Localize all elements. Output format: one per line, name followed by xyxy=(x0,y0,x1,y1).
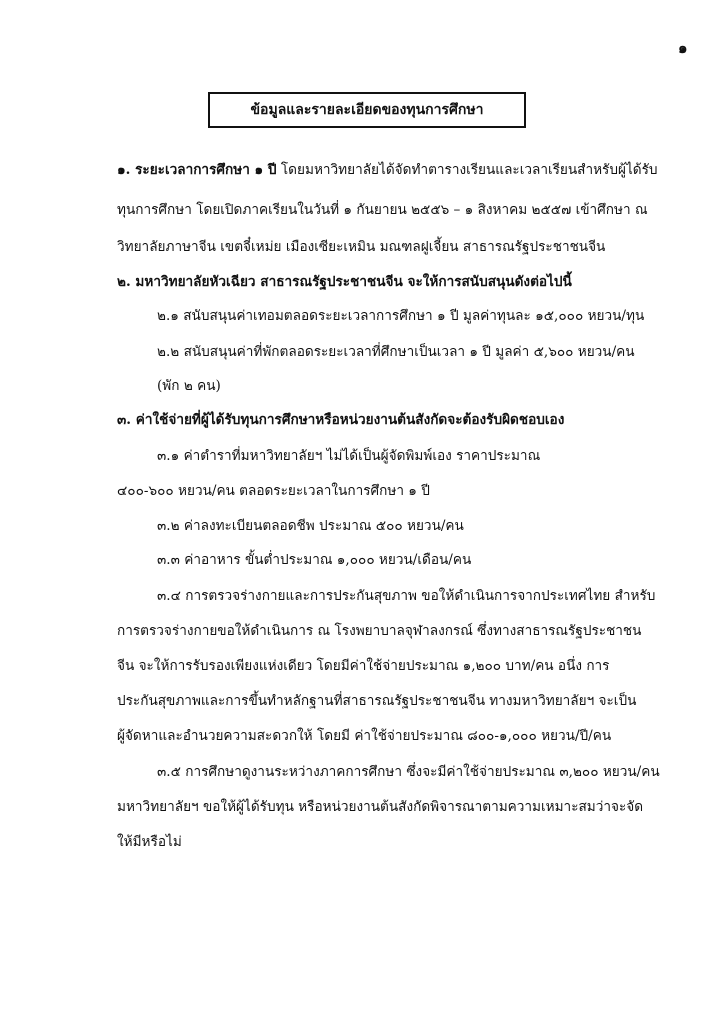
section-2-heading: ๒. มหาวิทยาลัยหัวเฉียว สาธารณรัฐประชาชนจีน จะให้การสนับสนุนดังต่อไปนี้ xyxy=(117,274,572,290)
item-2-2: ๒.๒ สนับสนุนค่าที่พักตลอดระยะเวลาที่ศึกษาเป็นเวลา ๑ ปี มูลค่า ๕,๖๐๐ หยวน/คน xyxy=(157,344,635,360)
page-number: ๑ xyxy=(678,39,688,57)
item-2-1: ๒.๑ สนับสนุนค่าเทอมตลอดระยะเวลาการศึกษา ๑ ปี มูลค่าทุนละ ๑๕,๐๐๐ หยวน/ทุน xyxy=(157,308,645,324)
item-3-1-cont: ๔๐๐-๖๐๐ หยวน/คน ตลอดระยะเวลาในการศึกษา ๑ ปี xyxy=(117,483,430,499)
item-3-3: ๓.๓ ค่าอาหาร ขั้นต่ำประมาณ ๑,๐๐๐ หยวน/เดือน/คน xyxy=(157,552,472,568)
section-1-line-1 xyxy=(117,160,658,180)
section-1-line-2: ทุนการศึกษา โดยเปิดภาคเรียนในวันที่ ๑ กันยายน ๒๕๕๖ – ๑ สิงหาคม ๒๕๕๗ เข้าศึกษา ณ xyxy=(117,202,648,218)
item-3-4: ๓.๔ การตรวจร่างกายและการประกันสุขภาพ ขอให้ดำเนินการจากประเทศไทย สำหรับ xyxy=(157,588,656,604)
item-3-4-cont-3: ประกันสุขภาพและการขึ้นทำหลักฐานที่สาธารณรัฐประชาชนจีน ทางมหาวิทยาลัยฯ จะเป็น xyxy=(117,693,637,709)
item-3-1: ๓.๑ ค่าตำราที่มหาวิทยาลัยฯ ไม่ได้เป็นผู้จัดพิมพ์เอง ราคาประมาณ xyxy=(157,448,541,464)
page-title: ข้อมูลและรายละเอียดของทุนการศึกษา xyxy=(208,92,526,128)
section-3-heading: ๓. ค่าใช้จ่ายที่ผู้ได้รับทุนการศึกษาหรือหน่วยงานต้นสังกัดจะต้องรับผิดชอบเอง xyxy=(117,412,565,428)
item-3-5-cont-1: มหาวิทยาลัยฯ ขอให้ผู้ได้รับทุน หรือหน่วยงานต้นสังกัดพิจารณาตามความเหมาะสมว่าจะจัด xyxy=(117,799,644,815)
section-1-heading: ๑. ระยะเวลาการศึกษา ๑ ปี xyxy=(117,162,277,178)
item-3-4-cont-2: จีน จะให้การรับรองเพียงแห่งเดียว โดยมีค่าใช้จ่ายประมาณ ๑,๒๐๐ บาท/คน อนึ่ง การ xyxy=(117,658,610,674)
item-3-5: ๓.๕ การศึกษาดูงานระหว่างภาคการศึกษา ซึ่งจะมีค่าใช้จ่ายประมาณ ๓,๒๐๐ หยวน/คน xyxy=(157,764,660,780)
item-3-2: ๓.๒ ค่าลงทะเบียนตลอดชีพ ประมาณ ๕๐๐ หยวน/คน xyxy=(157,518,464,534)
section-1-text: โดยมหาวิทยาลัยได้จัดทำตารางเรียนและเวลาเรียนสำหรับผู้ได้รับ xyxy=(276,162,658,178)
item-3-5-cont-2: ให้มีหรือไม่ xyxy=(117,834,182,850)
item-3-4-cont-1: การตรวจร่างกายขอให้ดำเนินการ ณ โรงพยาบาลจุฬาลงกรณ์ ซึ่งทางสาธารณรัฐประชาชน xyxy=(117,623,642,639)
item-2-2-note: (พัก ๒ คน) xyxy=(157,378,221,394)
item-3-4-cont-4: ผู้จัดหาและอำนวยความสะดวกให้ โดยมี ค่าใช้จ่ายประมาณ ๘๐๐-๑,๐๐๐ หยวน/ปี/คน xyxy=(117,728,612,744)
section-1-line-3: วิทยาลัยภาษาจีน เขตจี๋เหม่ย เมืองเซียะเหมิน มณฑลฝูเจี้ยน สาธารณรัฐประชาชนจีน xyxy=(117,239,606,255)
